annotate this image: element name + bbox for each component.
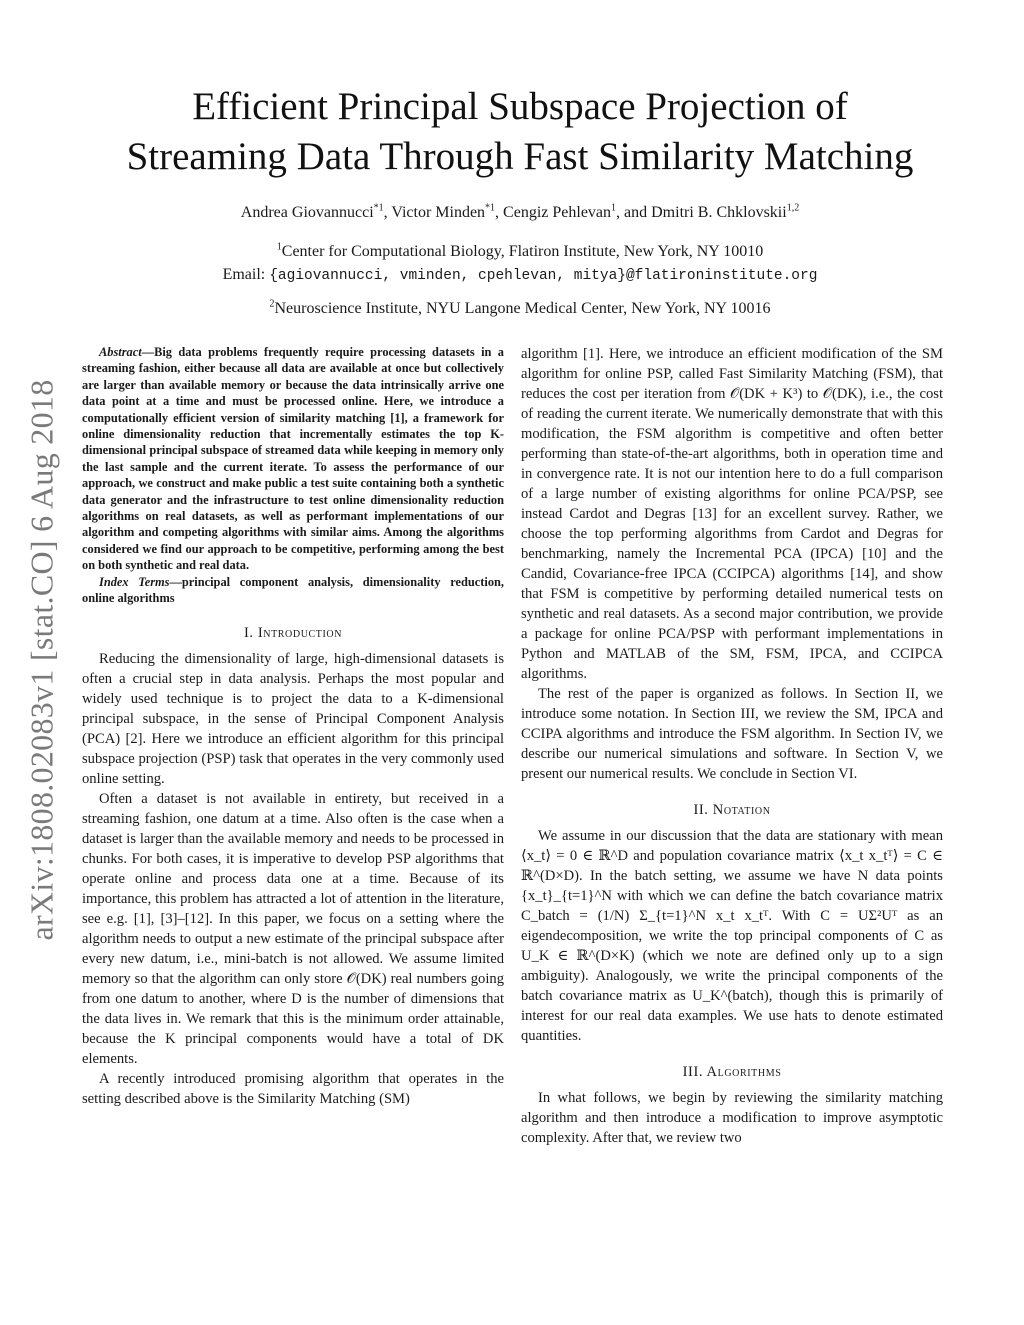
affiliation-2 xyxy=(60,297,980,321)
right-column xyxy=(521,344,943,1148)
title-line-2: Streaming Data Through Fast Similarity Matching xyxy=(126,135,914,178)
author-sep: , and xyxy=(616,204,652,221)
author-sup: 1,2 xyxy=(786,202,800,214)
author-sep: , xyxy=(495,204,504,221)
email-line xyxy=(60,263,980,288)
abstract xyxy=(82,344,504,574)
author-name: Victor Minden xyxy=(391,204,486,221)
abstract-text: —Big data problems frequently require processing datasets in a streaming fashion, either because all data are available at once but collectively are larger than available memory or because the data intrinsically arrive one data point at a time and must be processed online. Here, we introduce a computationally efficient version of similarity matching [1], a framework for online dimensionality reduction that incrementally estimates the top K-dimensional principal subspace of streamed data while keeping in memory only the last sample and the current iterate. To assess the performance of our approach, we construct and make public a test suite containing both a synthetic data generator and the infrastructure to test online dimensionality reduction algorithms on real datasets, as well as performant implementations of our algorithm and competing algorithms with similar aims. Among the algorithms considered we find our approach to be competitive, performing among the best on both synthetic and real data. xyxy=(82,345,504,573)
author-list xyxy=(60,202,980,224)
intro-paragraph-2: Often a dataset is not available in entirety, but received in a streaming fashion, one datum at a time. Also often is the case when a dataset is larger than the available memory and needs to be processed in chunks. For both cases, it is imperative to develop PSP algorithms that operate online and process data one at a time. Because of its importance, this problem has attracted a lot of attention in the literature, see e.g. [1], [3]–[12]. In this paper, we focus on a setting where the algorithm needs to output a new estimate of the principal subspace after every new datum, i.e., mini-batch is not allowed. We assume limited memory so that the algorithm can only store 𝒪(DK) real numbers going from one datum to another, where D is the number of dimensions that the data lives in. We remark that this is the minimum order attainable, because the K principal components would have a total of DK elements. xyxy=(82,790,504,1067)
email-addresses: {agiovannucci, vminden, cpehlevan, mitya}@flatironinstitute.org xyxy=(269,268,818,284)
affiliation-1 xyxy=(60,240,980,264)
abstract-lead: Abstract xyxy=(99,345,142,359)
section-heading-notation: II. Notation xyxy=(693,802,771,818)
left-column xyxy=(82,344,504,1109)
algorithms-paragraph: In what follows, we begin by reviewing the similarity matching algorithm and then introduce a modification to improve asymptotic complexity. After that, we review two xyxy=(521,1090,943,1146)
notation-paragraph: We assume in our discussion that the data are stationary with mean ⟨x_t⟩ = 0 ∈ ℝ^D and population covariance matrix ⟨x_t x_tᵀ⟩ = C ∈ ℝ^(D×D). In the batch setting, we assume we have N data points {x_t}_{t=1}^N with which we can define the batch covariance matrix C_batch = (1/N) Σ_{t=1}^N x_t x_tᵀ. With C = UΣ²Uᵀ as an eigendecomposition, we write the top principal components of C as U_K ∈ ℝ^(D×K) (which we note are defined only up to a sign ambiguity). Analogously, we write the principal components of the batch covariance matrix as U_K^(batch), though this is primarily of interest for our real data examples. We use hats to denote estimated quantities. xyxy=(521,828,943,1044)
index-terms xyxy=(82,574,504,607)
intro-paragraph-1: Reducing the dimensionality of large, high-dimensional datasets is often a crucial step in data analysis. Perhaps the most popular and widely used technique is to project the data to a K-dimensional principal subspace, in the sense of Principal Component Analysis (PCA) [2]. Here we introduce an efficient algorithm for this principal subspace projection (PSP) task that operates in the very commonly used online setting. xyxy=(82,650,504,787)
author-sup: *1 xyxy=(485,202,496,214)
arxiv-stamp: arXiv:1808.02083v1 [stat.CO] 6 Aug 2018 xyxy=(23,379,60,941)
index-terms-text: —principal component analysis, dimensionality reduction, online algorithms xyxy=(82,574,504,606)
intro-paragraph-4: algorithm [1]. Here, we introduce an efficient modification of the SM algorithm for online PSP, called Fast Similarity Matching (FSM), that reduces the cost per iteration from 𝒪(DK + K³) to 𝒪(DK), i.e., the cost of reading the current iterate. We numerically demonstrate that with this modification, the FSM algorithm is competitive and often better performing than state-of-the-art algorithms, both in operation time and in convergence rate. It is not our intention here to do a full comparison of a large number of existing algorithms for online PCA/PSP, see instead Cardot and Degras [13] for an excellent survey. Rather, we choose the top performing algorithms from Cardot and Degras for benchmarking, namely the Incremental PCA (IPCA) [10] and the Candid, Covariance-free IPCA (CCIPCA) algorithms [14], and show that FSM is competitive by performing detailed numerical tests on synthetic and real datasets. As a second major contribution, we provide a package for online PCA/PSP with performant implementations in Python and MATLAB of the SM, FSM, IPCA, and CCIPCA algorithms. xyxy=(521,346,943,682)
author-name: Dmitri B. Chklovskii xyxy=(651,204,787,221)
author-name: Cengiz Pehlevan xyxy=(503,204,612,221)
affiliation-1-text: Center for Computational Biology, Flatiron Institute, New York, NY 10010 xyxy=(281,243,764,260)
author-name: Andrea Giovannucci xyxy=(240,204,374,221)
email-label: Email: xyxy=(222,266,270,283)
affiliation-2-text: Neuroscience Institute, NYU Langone Medical Center, New York, NY 10016 xyxy=(274,300,771,317)
intro-paragraph-3: A recently introduced promising algorithm that operates in the setting described above is the Similarity Matching (SM) xyxy=(82,1070,504,1107)
affiliation-1-sup: 1 xyxy=(276,241,282,253)
author-sup: *1 xyxy=(373,202,384,214)
intro-paragraph-5: The rest of the paper is organized as follows. In Section II, we introduce some notation. In Section III, we review the SM, IPCA and CCIPA algorithms and introduce the FSM algorithm. In Section IV, we describe our numerical simulations and software. In Section V, we present our numerical results. We conclude in Section VI. xyxy=(521,686,943,782)
affiliation-2-sup: 2 xyxy=(269,298,275,310)
paper-title xyxy=(60,82,980,182)
section-heading-introduction: I. Introduction xyxy=(243,624,343,641)
index-terms-lead: Index Terms xyxy=(99,574,170,589)
author-sup: 1 xyxy=(611,202,617,214)
author-sep: , xyxy=(383,204,392,221)
title-line-1: Efficient Principal Subspace Projection of xyxy=(192,85,848,128)
section-heading-algorithms: III. Algorithms xyxy=(682,1064,782,1080)
